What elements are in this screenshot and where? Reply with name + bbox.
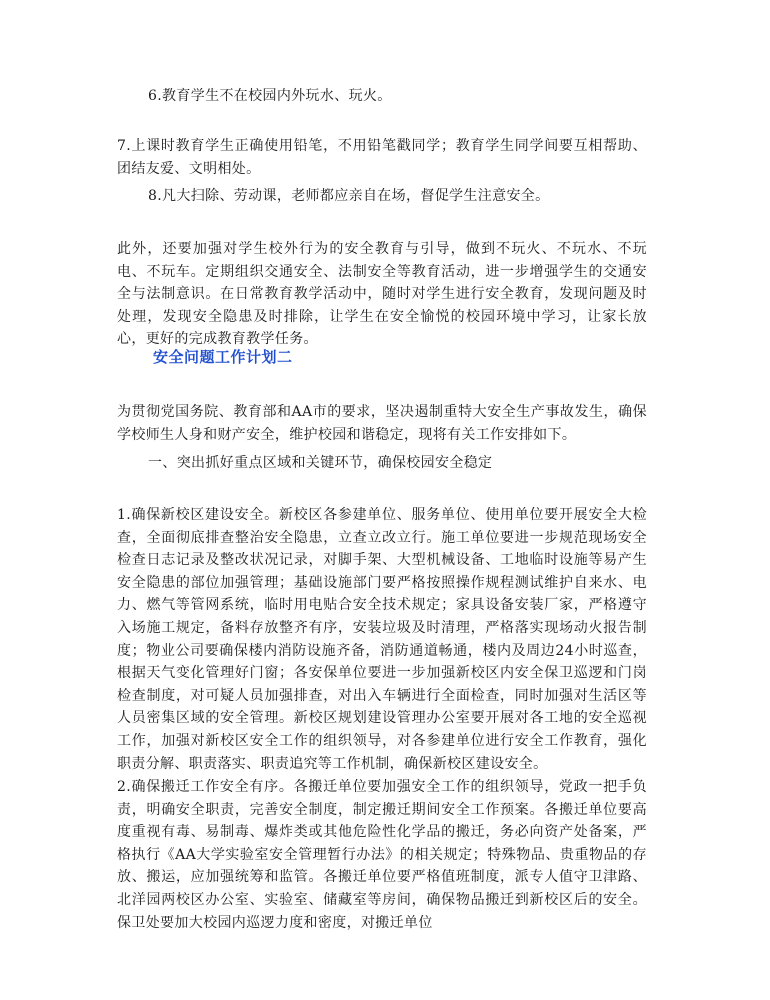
- section-title: 安全问题工作计划二: [153, 348, 293, 366]
- list-item-6: 6.教育学生不在校园内外玩水、玩火。: [148, 88, 392, 104]
- intro-paragraph: 为贯彻党国务院、教育部和AA市的要求，坚决遏制重特大安全生产事故发生，确保学校师生人身和财产安全，维护校园和谐稳定，现将有关工作安排如下。: [117, 404, 647, 443]
- point-2-paragraph: 2.确保搬迁工作安全有序。各搬迁单位要加强安全工作的组织领导，党政一把手负责，明确安全职责，完善安全制度，制定搬迁期间安全工作预案。各搬迁单位要高度重视有毒、易制毒、爆炸类或其他危险性化学品的搬迁，务必向资产处备案，严格执行《AA大学实验室安全管理暂行办法》的相关规定；特殊物品、贵重物品的存放、搬运，应加强统筹和监管。各搬迁单位要严格值班制度，派专人值守卫津路、北洋园两校区办公室、实验室、储藏室等房间，确保物品搬迁到新校区后的安全。保卫处要加大校园内巡逻力度和密度，对搬迁单位: [117, 779, 647, 931]
- list-item-8: 8.凡大扫除、劳动课，老师都应亲自在场，督促学生注意安全。: [148, 188, 550, 204]
- paragraph-additional: 此外，还要加强对学生校外行为的安全教育与引导，做到不玩火、不玩水、不玩电、不玩车。定期组织交通安全、法制安全等教育活动，进一步增强学生的交通安全与法制意识。在日常教育教学活动中，随时对学生进行安全教育，发现问题及时处理，发现安全隐患及时排除，让学生在安全愉悦的校园环境中学习，让家长放心，更好的完成教育教学任务。: [117, 241, 647, 348]
- subheading: 一、突出抓好重点区域和关键环节，确保校园安全稳定: [148, 455, 493, 471]
- list-item-7: 7.上课时教育学生正确使用铅笔，不用铅笔戳同学；教育学生同学间要互相帮助、团结友爱、文明相处。: [117, 138, 647, 177]
- point-1-paragraph: 1.确保新校区建设安全。新校区各参建单位、服务单位、使用单位要开展安全大检查，全面彻底排查整治安全隐患，立查立改立行。施工单位要进一步规范现场安全检查日志记录及整改状况记录，对脚手架、大型机械设备、工地临时设施等易产生安全隐患的部位加强管理；基础设施部门要严格按照操作规程测试维护自来水、电力、燃气等管网系统，临时用电贴合安全技术规定；家具设备安装厂家，严格遵守入场施工规定，备料存放整齐有序，安装垃圾及时清理，严格落实现场动火报告制度；物业公司要确保楼内消防设施齐备，消防通道畅通，楼内及周边24小时巡查，根据天气变化管理好门窗；各安保单位要进一步加强新校区内安全保卫巡逻和门岗检查制度，对可疑人员加强排查，对出入车辆进行全面检查，同时加强对生活区等人员密集区域的安全管理。新校区规划建设管理办公室要开展对各工地的安全巡视工作，加强对新校区安全工作的组织领导，对各参建单位进行安全工作教育，强化职责分解、职责落实、职责追究等工作机制，确保新校区建设安全。: [117, 507, 647, 772]
